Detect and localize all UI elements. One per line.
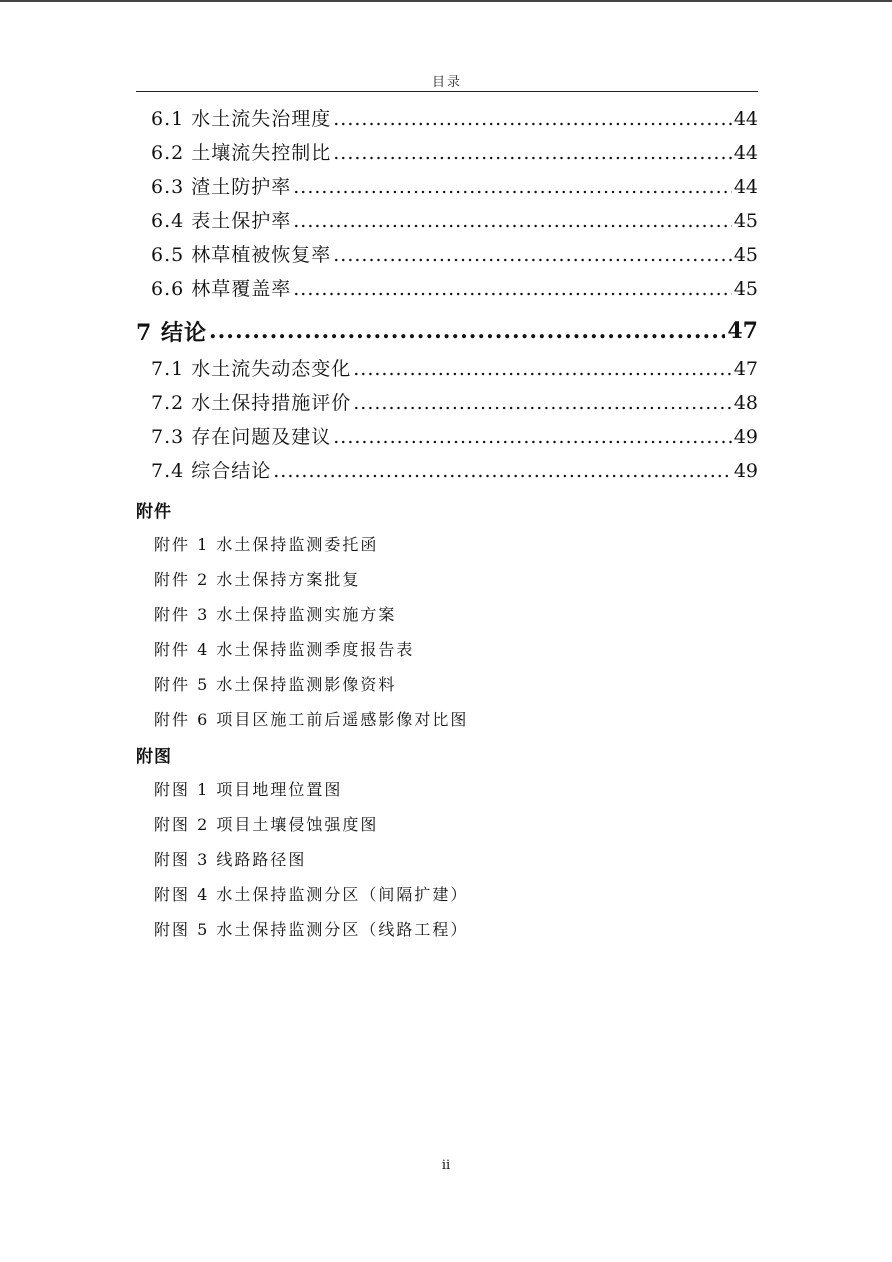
toc-entry-label: 6.5 林草植被恢复率 <box>151 244 332 266</box>
toc-entry-label: 6.6 林草覆盖率 <box>151 278 292 300</box>
toc-entry-label: 6.1 水土流失治理度 <box>151 108 332 130</box>
toc-entry-6-1[interactable] <box>136 104 758 138</box>
toc-leader-dots <box>333 244 732 266</box>
table-of-contents <box>136 104 758 490</box>
toc-entry-6-3[interactable] <box>136 172 758 206</box>
toc-entry-label: 6.3 渣土防护率 <box>151 176 292 198</box>
toc-entry-page: 45 <box>733 278 758 300</box>
toc-entry-chapter-7[interactable] <box>136 308 758 354</box>
toc-leader-dots <box>209 318 725 344</box>
toc-entry-label: 7 结论 <box>136 319 207 346</box>
page-top-border <box>0 0 892 2</box>
figures-list <box>154 772 714 947</box>
attachments-heading: 附件 <box>136 502 172 522</box>
figure-item[interactable]: 附图 4 水土保持监测分区（间隔扩建） <box>154 885 469 904</box>
toc-entry-page: 44 <box>733 108 758 130</box>
attachment-item[interactable]: 附件 2 水土保持方案批复 <box>154 570 361 589</box>
figure-item[interactable]: 附图 1 项目地理位置图 <box>154 780 343 799</box>
toc-entry-page: 45 <box>733 244 758 266</box>
toc-entry-page: 47 <box>733 358 758 380</box>
toc-leader-dots <box>333 142 732 164</box>
toc-entry-page: 49 <box>733 426 758 448</box>
toc-entry-7-3[interactable] <box>136 422 758 456</box>
toc-leader-dots <box>293 210 732 232</box>
toc-entry-label: 6.2 土壤流失控制比 <box>151 142 332 164</box>
figure-item[interactable]: 附图 5 水土保持监测分区（线路工程） <box>154 920 469 939</box>
toc-leader-dots <box>353 392 732 414</box>
toc-entry-page: 48 <box>733 392 758 414</box>
toc-entry-page: 49 <box>733 460 758 482</box>
page-number: ii <box>441 1158 451 1173</box>
figure-item[interactable]: 附图 3 线路路径图 <box>154 850 307 869</box>
attachment-item[interactable]: 附件 4 水土保持监测季度报告表 <box>154 640 415 659</box>
toc-entry-label: 7.4 综合结论 <box>151 460 272 482</box>
attachment-item[interactable]: 附件 5 水土保持监测影像资料 <box>154 675 397 694</box>
attachment-item[interactable]: 附件 1 水土保持监测委托函 <box>154 535 379 554</box>
toc-entry-label: 7.2 水土保持措施评价 <box>151 392 352 414</box>
toc-entry-7-1[interactable] <box>136 354 758 388</box>
toc-entry-6-5[interactable] <box>136 240 758 274</box>
toc-leader-dots <box>293 278 732 300</box>
toc-leader-dots <box>333 108 732 130</box>
running-header-title: 目录 <box>431 75 462 90</box>
toc-entry-page: 44 <box>733 176 758 198</box>
toc-entry-label: 7.3 存在问题及建议 <box>151 426 332 448</box>
toc-entry-6-2[interactable] <box>136 138 758 172</box>
toc-entry-label: 7.1 水土流失动态变化 <box>151 358 352 380</box>
toc-entry-label: 6.4 表土保护率 <box>151 210 292 232</box>
toc-entry-page: 44 <box>733 142 758 164</box>
toc-leader-dots <box>353 358 732 380</box>
toc-entry-6-4[interactable] <box>136 206 758 240</box>
header-rule <box>136 91 758 92</box>
toc-leader-dots <box>273 460 732 482</box>
attachment-item[interactable]: 附件 6 项目区施工前后遥感影像对比图 <box>154 710 469 729</box>
figure-item[interactable]: 附图 2 项目土壤侵蚀强度图 <box>154 815 379 834</box>
toc-entry-6-6[interactable] <box>136 274 758 308</box>
attachments-list <box>154 527 714 737</box>
figures-heading: 附图 <box>136 747 172 767</box>
toc-leader-dots <box>333 426 732 448</box>
toc-entry-7-2[interactable] <box>136 388 758 422</box>
toc-leader-dots <box>293 176 732 198</box>
toc-entry-7-4[interactable] <box>136 456 758 490</box>
toc-entry-page: 47 <box>727 318 758 344</box>
toc-entry-page: 45 <box>733 210 758 232</box>
attachment-item[interactable]: 附件 3 水土保持监测实施方案 <box>154 605 397 624</box>
